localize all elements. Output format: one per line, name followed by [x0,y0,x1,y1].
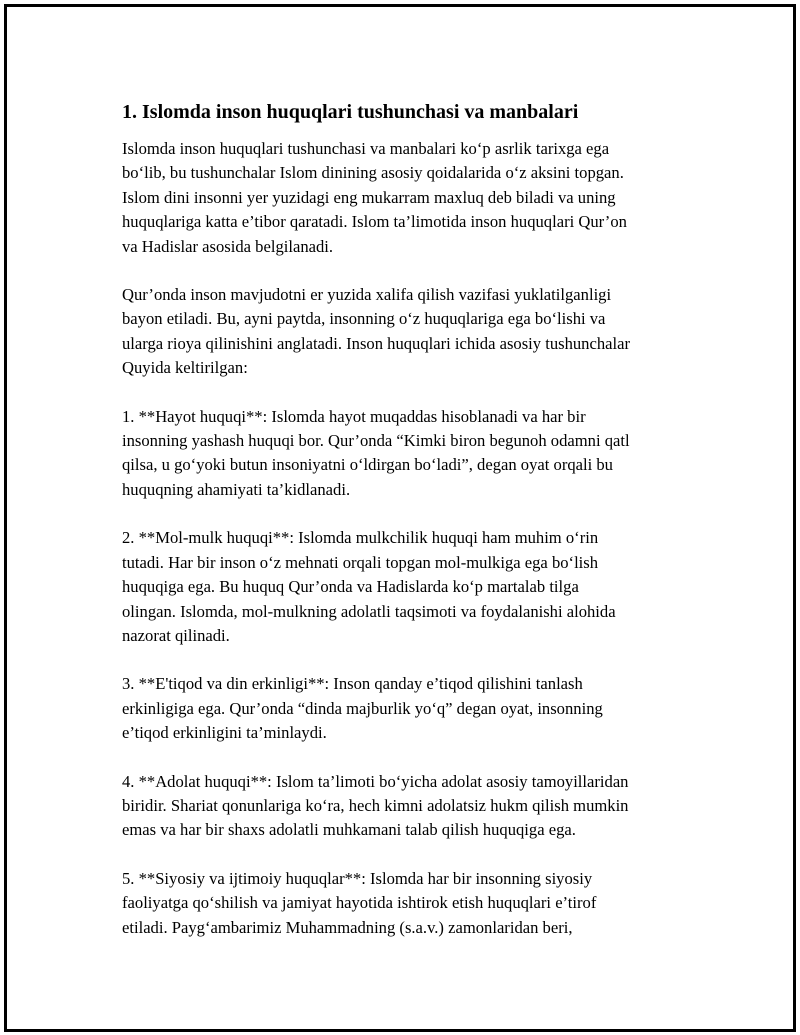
text-line: olingan. Islomda, mol-mulkning adolatli taqsimoti va foydalanishi alohida [122,601,616,621]
text-line: etiladi. Payg‘ambarimiz Muhammadning (s.a.v.) zamonlaridan beri, [122,917,573,937]
text-line: biridir. Shariat qonunlariga ko‘ra, hech kimni adolatsiz hukm qilish mumkin [122,795,629,815]
text-line: nazorat qilinadi. [122,625,230,645]
text-line: Islom dini insonni yer yuzidagi eng mukarram maxluq deb biladi va uning [122,187,616,207]
text-line: qilsa, u go‘yoki butun insoniyatni o‘ldirgan bo‘ladi”, degan oyat orqali bu [122,455,613,475]
text-line: e’tiqod erkinligini ta’minlaydi. [122,723,327,743]
text-line: va Hadislar asosida belgilanadi. [122,236,334,256]
paragraph [122,137,702,259]
text-line: 2. **Mol-mulk huquqi**: Islomda mulkchilik huquqi ham muhim o‘rin [122,528,599,548]
paragraph [122,770,702,843]
document-title: 1. Islomda inson huquqlari tushunchasi va manbalari [122,101,579,123]
paragraph-container [122,137,702,940]
text-line: Islomda inson huquqlari tushunchasi va manbalari ko‘p asrlik tarixga ega [122,139,610,158]
paragraph [122,672,702,745]
text-line: Quyida keltirilgan: [122,358,248,378]
text-line: huquqning ahamiyati ta’kidlanadi. [122,479,351,499]
text-line: 4. **Adolat huquqi**: Islom ta’limoti bo‘yicha adolat asosiy tamoyillaridan [122,771,629,791]
text-line: huquqiga ega. Bu huquq Qur’onda va Hadislarda ko‘p martalab tilga [122,577,579,597]
text-line: huquqlariga katta e’tibor qaratadi. Islom ta’limotida inson huquqlari Qur’on [122,212,627,232]
text-line: tutadi. Har bir inson o‘z mehnati orqali topgan mol-mulkiga ega bo‘lish [122,552,599,572]
document-body [122,99,702,964]
document-page [4,4,796,1032]
text-line: bo‘lib, bu tushunchalar Islom dinining asosiy qoidalarida o‘z aksini topgan. [122,163,624,183]
paragraph [122,283,702,381]
paragraph [122,526,702,648]
text-line: bayon etiladi. Bu, ayni paytda, insonning o‘z huquqlariga ega bo‘lishi va [122,309,606,329]
text-line: Qur’onda inson mavjudotni er yuzida xalifa qilish vazifasi yuklatilganligi [122,285,612,305]
text-line: 5. **Siyosiy va ijtimoiy huquqlar**: Islomda har bir insonning siyosiy [122,868,593,888]
text-line: emas va har bir shaxs adolatli muhkamani talab qilish huquqiga ega. [122,820,576,840]
text-line: faoliyatga qo‘shilish va jamiyat hayotida ishtirok etish huquqlari e’tirof [122,893,597,913]
paragraph [122,867,702,940]
text-line: ularga rioya qilinishini anglatadi. Inson huquqlari ichida asosiy tushunchalar [122,333,630,353]
text-line: insonning yashash huquqi bor. Qur’onda “Kimki biron begunoh odamni qatl [122,431,630,451]
text-line: 3. **E'tiqod va din erkinligi**: Inson qanday e’tiqod qilishini tanlash [122,674,583,694]
text-line: 1. **Hayot huquqi**: Islomda hayot muqaddas hisoblanadi va har bir [122,406,586,426]
text-line: erkinligiga ega. Qur’onda “dinda majburlik yo‘q” degan oyat, insonning [122,698,603,718]
paragraph [122,405,702,503]
